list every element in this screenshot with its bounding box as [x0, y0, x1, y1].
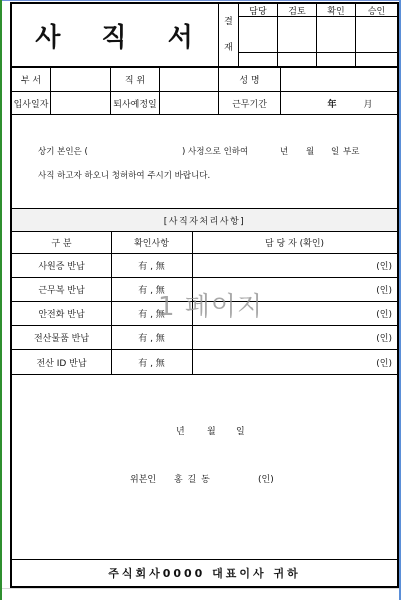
- table-border: [12, 374, 397, 375]
- signer-label: 위본인: [130, 475, 157, 485]
- row-seal[interactable]: (인): [376, 262, 392, 272]
- approval-border: [238, 52, 397, 53]
- row-header-edge: [0, 0, 2, 600]
- date-month: 월: [207, 427, 216, 437]
- approval-side-label: 결: [224, 16, 233, 27]
- approval-header-staff: 담당: [249, 6, 267, 17]
- col-header-manager: 담 당 자 (확인): [264, 239, 325, 249]
- processing-header: [사직자처리사항]: [163, 216, 246, 227]
- work-period-label: 근무기간: [232, 99, 267, 110]
- row-item: 근무복 반납: [38, 286, 85, 296]
- leave-date-field[interactable]: [160, 92, 218, 114]
- signer-name: 홍 길 동: [174, 475, 211, 485]
- work-period-month: 月: [363, 99, 373, 110]
- approval-sign-confirm[interactable]: [317, 17, 355, 52]
- approval-header-review: 검토: [288, 6, 306, 17]
- approval-header-approve: 승인: [367, 6, 386, 17]
- row-item: 전산 ID 반납: [36, 358, 87, 369]
- statement-year: 년: [280, 147, 289, 157]
- approval-side-label: 재: [224, 42, 233, 53]
- row-seal[interactable]: (인): [376, 286, 392, 296]
- row-item: 전산물품 반납: [33, 334, 90, 344]
- row-seal[interactable]: (인): [376, 310, 392, 320]
- row-seal[interactable]: (인): [376, 334, 392, 344]
- approval-header-confirm: 확인: [327, 6, 345, 17]
- statement-month: 월: [306, 147, 315, 157]
- addressee-footer: 주식회사0000 대표이사 귀하: [108, 567, 301, 580]
- resignation-form: [10, 2, 399, 588]
- dept-field[interactable]: [51, 68, 110, 91]
- position-label: 직 위: [124, 76, 146, 86]
- row-item: 안전화 반납: [38, 310, 85, 320]
- col-header-check: 확인사항: [134, 239, 169, 249]
- date-day: 일: [236, 427, 245, 437]
- approval-sign-review[interactable]: [278, 17, 316, 52]
- col-header-category: 구 분: [51, 239, 72, 249]
- row-item: 사원증 반납: [38, 262, 85, 272]
- form-title: 사 직 서: [35, 22, 209, 53]
- position-field[interactable]: [160, 68, 218, 91]
- statement-line2: 사직 하고자 하오니 청허하여 주시기 바랍니다.: [38, 171, 211, 181]
- page-watermark: 1 페이지: [158, 292, 264, 322]
- join-date-label: 입사일자: [13, 99, 49, 110]
- name-label: 성 명: [239, 76, 260, 86]
- join-date-field[interactable]: [51, 92, 110, 114]
- row-check[interactable]: 有 , 無: [138, 262, 165, 272]
- leave-date-label: 퇴사예정일: [113, 99, 157, 110]
- window-top-edge: [0, 0, 401, 1]
- name-field[interactable]: [281, 68, 397, 91]
- row-check[interactable]: 有 , 無: [138, 310, 165, 320]
- row-check[interactable]: 有 , 無: [138, 334, 165, 344]
- work-period-year: 年: [327, 99, 337, 110]
- row-seal[interactable]: (인): [376, 358, 392, 369]
- dept-label: 부 서: [20, 76, 42, 86]
- date-year: 년: [176, 427, 185, 437]
- statement-end: 부로: [343, 147, 360, 157]
- row-check[interactable]: 有 , 無: [138, 358, 165, 369]
- table-border: [12, 114, 397, 115]
- statement-day: 일: [331, 147, 340, 157]
- signer-seal[interactable]: (인): [258, 475, 274, 485]
- statement-line1-reason: ) 사정으로 인하여: [182, 147, 249, 157]
- row-check[interactable]: 有 , 無: [138, 286, 165, 296]
- statement-line1-start: 상기 본인은 (: [38, 147, 88, 157]
- approval-sign-approve[interactable]: [356, 17, 397, 52]
- approval-sign-staff[interactable]: [239, 17, 277, 52]
- sheet-gridline: [2, 588, 399, 589]
